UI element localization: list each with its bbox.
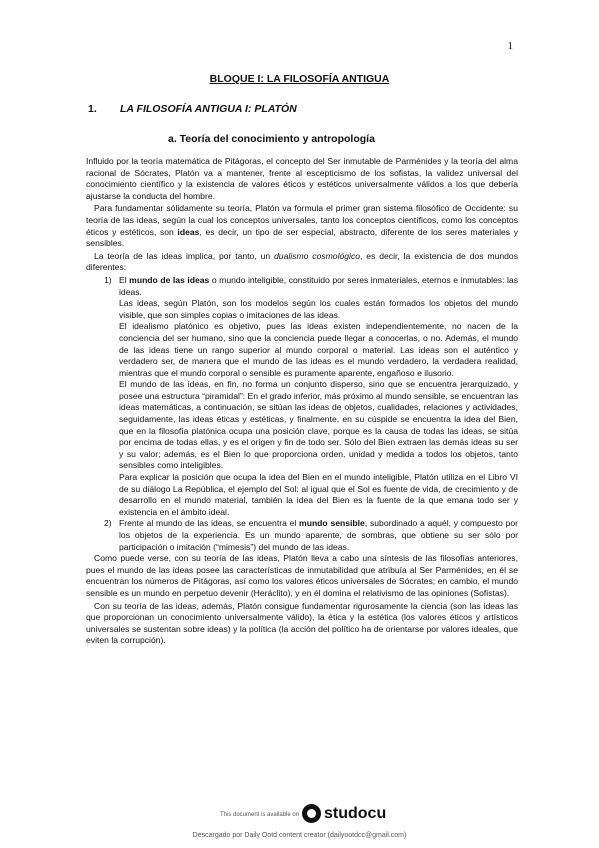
footer-available-text: This document is available on [220, 812, 300, 818]
text: Para fundamentar sólidamente su teoría, Platón va formula el primer gran sistema filosófico de Occidente: su teoría de las ideas, según la cual los conceptos universales, tanto los conceptos científicos, como los conceptos éticos y estéticos, son [86, 203, 518, 237]
paragraph-synthesis: Como puede verse, con su teoría de las ideas, Platón lleva a cabo una síntesis de las filosofías anteriores, pues el mundo de las ideas posee las características de inmutabilidad que atribuía al Ser Parménides, en él se encuentran los números de Pitágoras, así como los valores éticos universales de Sócrates; en cambio, el mundo sensible es un mundo en perpetuo devenir (Heráclito), y en él domina el relativismo de las opiniones (Sofistas). [86, 553, 518, 598]
text: , subordinado a aquél, y compuesto por los objetos de la experiencia. Es un mundo aparente, de sombras, que obtiene su ser sólo por participación o imitación (“mimesis”) del mundo de las ideas. [119, 518, 519, 552]
list-marker: 2) [104, 518, 112, 529]
paragraph-theory [86, 203, 518, 249]
list-item-paragraph: Para explicar la posición que ocupa la idea del Bien en el mundo inteligible, Platón utiliza en el Libro VI de su diálogo La República, el ejemplo del Sol: al igual que el Sol es fuente de vida, de crecimiento y de desarrollo en el mundo material, también la idea del Bien es la fuente de la que emana todo ser y existencia en el ámbito ideal. [119, 472, 518, 517]
text: o mundo inteligible, constituido por seres inmateriales, eternos e inmutables: las ideas. [119, 274, 518, 297]
list-item-text [119, 518, 518, 553]
section-number: 1. [88, 103, 97, 115]
list-item-text [119, 275, 518, 298]
block-title: BLOQUE I: LA FILOSOFÍA ANTIGUA [209, 73, 390, 85]
studocu-logo[interactable] [302, 804, 386, 823]
worlds-list [86, 275, 518, 553]
emphasis-dualism: dualismo cosmológico [274, 250, 361, 261]
page-number: 1 [507, 40, 513, 52]
emphasis-world-ideas: mundo de las ideas [129, 274, 210, 285]
text: La teoría de las ideas implica, por tanto, un [94, 250, 275, 261]
list-item [86, 275, 518, 518]
paragraph-intro: Influido por la teoría matemática de Pitágoras, el concepto del Ser inmutable de Parménides y la teoría del alma racional de Sócrates, Platón va a mantener, frente al escepticismo de los sofistas, la validez universal del conocimiento científico y la existencia de valores éticos y estéticos universalmente válidos a los que debería ajustarse la conducta del hombre. [86, 156, 518, 201]
list-marker: 1) [104, 274, 112, 285]
list-item-paragraph: Las ideas, según Platón, son los modelos según los cuales están formados los objetos del mundo visible, que son simples copias o imitaciones de las ideas. [119, 298, 518, 320]
list-item [86, 518, 518, 553]
list-item-paragraph: El idealismo platónico es objetivo, pues las ideas existen independientemente, no nacen de la conciencia del ser humano, sino que la conciencia puede llegar a conocerlas, o no. Además, el mundo de las ideas tiene un rango superior al mundo corporal o material. Las ideas son el auténtico y verdadero ser, de manera que el mundo de las ideas es el mundo verdadero, la verdadera realidad, mientras que el mundo corporal o sensible es puramente aparente, engañoso e ilusorio. [119, 321, 518, 378]
text: El [119, 274, 130, 285]
document-body [86, 156, 518, 648]
paragraph-foundation: Con su teoría de las ideas, además, Platón consigue fundamentar rigurosamente la ciencia (son las ideas las que proporcionan un conocimiento universalmente válido), la ética y la estética (los valores éticos y artísticos universales se sustentan sobre ideas) y la política (la acción del político ha de orientarse por valores ideales, que eviten la corrupción). [86, 600, 518, 646]
emphasis-ideas: ideas [177, 226, 200, 237]
studocu-logo-text: studocu [324, 804, 387, 822]
emphasis-sensible-world: mundo sensible [299, 518, 365, 529]
section-title: LA FILOSOFÍA ANTIGUA I: PLATÓN [120, 103, 297, 115]
subsection-title: a. Teoría del conocimiento y antropología [168, 133, 375, 145]
text: , es decir, un tipo de ser especial, abstracto, diferente de los seres materiales y sensibles. [86, 226, 518, 249]
footer-download-note: Descargado por Daily Ootd content creator (dailyootdcc@gmail.com) [192, 832, 407, 839]
list-item-paragraph: El mundo de las ideas, en fin, no forma un conjunto disperso, sino que se encuentra jerarquizado, y posee una estructura “piramidal”: En el grado inferior, más próximo al mundo sensible, se encuentran las ideas matemáticas, a continuación, se sitúan las ideas de objetos, cualidades, relaciones y actividades, seguidamente, las ideas éticas y estéticas, y finalmente, en su cúspide se encuentra la idea del Bien, que en la filosofía platónica ocupa una posición clave, porque es la causa de todas las ideas, se sitúa por encima de todas ellas, y es el origen y fin de todo ser. Sólo del Bien extraen las demás ideas su ser y su valor; además, es el Bien lo que proporciona orden, unidad y medida a todos los objetos, tanto sensibles como inteligibles. [119, 379, 518, 471]
text: , es decir, la existencia de dos mundos diferentes: [86, 250, 518, 273]
studocu-logo-icon [302, 804, 321, 823]
text: Frente al mundo de las ideas, se encuentra el [119, 518, 300, 529]
paragraph-dualism [86, 251, 518, 274]
